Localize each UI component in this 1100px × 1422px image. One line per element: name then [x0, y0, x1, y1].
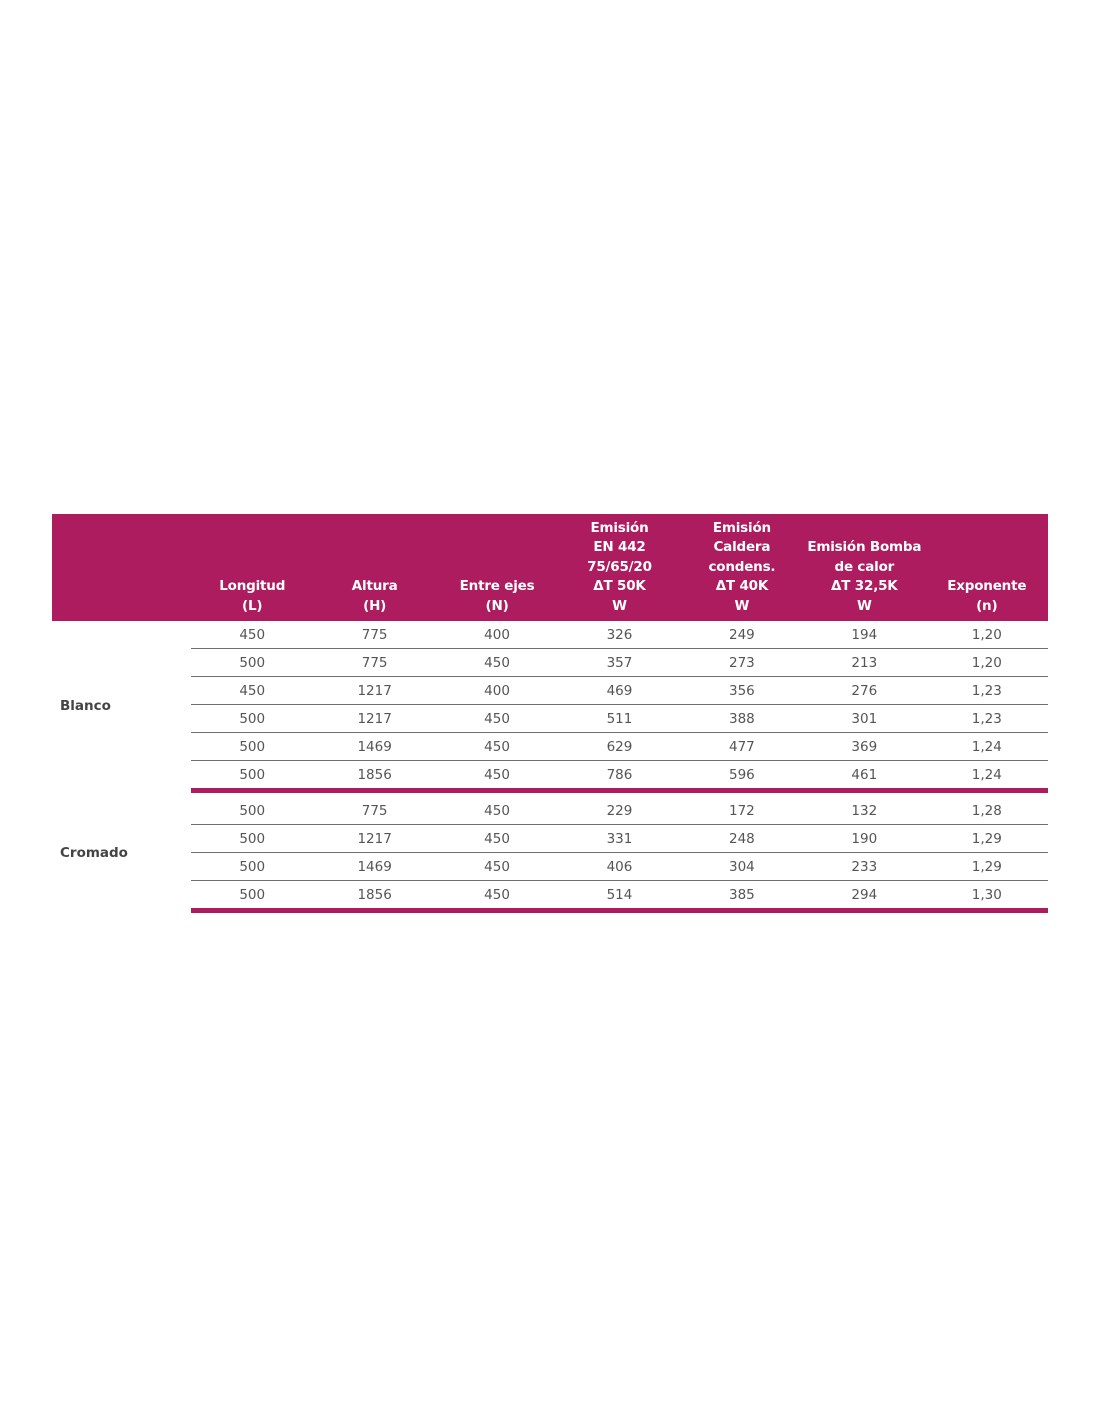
cell-entre-ejes: 400 — [436, 621, 558, 649]
cell-emision-en442: 406 — [558, 853, 680, 881]
cell-altura: 1217 — [313, 825, 435, 853]
cell-emision-caldera: 388 — [681, 705, 803, 733]
cell-emision-caldera: 356 — [681, 677, 803, 705]
cell-emision-bomba: 194 — [803, 621, 925, 649]
cell-entre-ejes: 450 — [436, 825, 558, 853]
cell-emision-en442: 511 — [558, 705, 680, 733]
header-entre-ejes: Entre ejes (N) — [459, 578, 535, 614]
cell-altura: 1469 — [313, 733, 435, 761]
cell-exponente: 1,29 — [926, 853, 1048, 881]
cell-emision-bomba: 276 — [803, 677, 925, 705]
table-row — [52, 791, 1048, 825]
cell-emision-caldera: 477 — [681, 733, 803, 761]
cell-entre-ejes: 450 — [436, 853, 558, 881]
cell-emision-caldera: 248 — [681, 825, 803, 853]
cell-exponente: 1,28 — [926, 791, 1048, 825]
cell-altura: 1217 — [313, 677, 435, 705]
table-header — [52, 514, 1048, 621]
cell-emision-caldera: 273 — [681, 649, 803, 677]
cell-entre-ejes: 450 — [436, 733, 558, 761]
header-emision-bomba: Emisión Bomba de calor ΔT 32,5K W — [807, 539, 922, 614]
cell-emision-bomba: 233 — [803, 853, 925, 881]
cell-altura: 1469 — [313, 853, 435, 881]
cell-emision-caldera: 249 — [681, 621, 803, 649]
cell-exponente: 1,23 — [926, 705, 1048, 733]
cell-longitud: 500 — [191, 881, 313, 911]
cell-emision-en442: 469 — [558, 677, 680, 705]
header-altura: Altura (H) — [351, 578, 398, 614]
table-body — [52, 621, 1048, 911]
table-row — [52, 649, 1048, 677]
cell-emision-en442: 629 — [558, 733, 680, 761]
cell-longitud: 500 — [191, 825, 313, 853]
cell-emision-bomba: 369 — [803, 733, 925, 761]
cell-emision-en442: 514 — [558, 881, 680, 911]
cell-longitud: 500 — [191, 853, 313, 881]
cell-emision-en442: 229 — [558, 791, 680, 825]
header-longitud: Longitud (L) — [219, 578, 286, 614]
cell-altura: 1856 — [313, 881, 435, 911]
group-label-cromado: Cromado — [60, 844, 128, 861]
cell-altura: 775 — [313, 621, 435, 649]
table-row — [52, 825, 1048, 853]
cell-altura: 1217 — [313, 705, 435, 733]
cell-longitud: 500 — [191, 733, 313, 761]
cell-exponente: 1,20 — [926, 621, 1048, 649]
cell-entre-ejes: 450 — [436, 705, 558, 733]
cell-altura: 1856 — [313, 761, 435, 791]
cell-emision-bomba: 301 — [803, 705, 925, 733]
cell-emision-en442: 326 — [558, 621, 680, 649]
cell-entre-ejes: 450 — [436, 761, 558, 791]
group-label-blanco: Blanco — [60, 697, 111, 714]
cell-emision-caldera: 304 — [681, 853, 803, 881]
table-row — [52, 853, 1048, 881]
table-row — [52, 705, 1048, 733]
cell-emision-bomba: 132 — [803, 791, 925, 825]
cell-emision-bomba: 294 — [803, 881, 925, 911]
cell-emision-en442: 331 — [558, 825, 680, 853]
cell-emision-bomba: 213 — [803, 649, 925, 677]
cell-emision-caldera: 385 — [681, 881, 803, 911]
table-row — [52, 621, 1048, 649]
cell-exponente: 1,20 — [926, 649, 1048, 677]
header-emision-en442: Emisión EN 442 75/65/20 ΔT 50K W — [587, 519, 652, 614]
cell-longitud: 450 — [191, 621, 313, 649]
cell-entre-ejes: 450 — [436, 881, 558, 911]
cell-longitud: 500 — [191, 705, 313, 733]
cell-entre-ejes: 450 — [436, 649, 558, 677]
cell-emision-en442: 357 — [558, 649, 680, 677]
cell-exponente: 1,30 — [926, 881, 1048, 911]
cell-longitud: 500 — [191, 649, 313, 677]
cell-entre-ejes: 450 — [436, 791, 558, 825]
cell-altura: 775 — [313, 649, 435, 677]
table-row — [52, 677, 1048, 705]
cell-emision-caldera: 172 — [681, 791, 803, 825]
cell-entre-ejes: 400 — [436, 677, 558, 705]
table-row — [52, 881, 1048, 911]
cell-exponente: 1,24 — [926, 733, 1048, 761]
cell-longitud: 500 — [191, 761, 313, 791]
header-exponente: Exponente (n) — [947, 578, 1027, 614]
cell-longitud: 500 — [191, 791, 313, 825]
header-row — [52, 514, 1048, 621]
cell-emision-bomba: 461 — [803, 761, 925, 791]
header-finish — [52, 514, 191, 621]
header-emision-caldera: Emisión Caldera condens. ΔT 40K W — [708, 519, 776, 614]
cell-emision-bomba: 190 — [803, 825, 925, 853]
cell-emision-caldera: 596 — [681, 761, 803, 791]
table-row — [52, 761, 1048, 791]
cell-exponente: 1,23 — [926, 677, 1048, 705]
cell-altura: 775 — [313, 791, 435, 825]
cell-exponente: 1,24 — [926, 761, 1048, 791]
cell-exponente: 1,29 — [926, 825, 1048, 853]
radiator-spec-table — [52, 514, 1048, 913]
cell-longitud: 450 — [191, 677, 313, 705]
table-row — [52, 733, 1048, 761]
cell-emision-en442: 786 — [558, 761, 680, 791]
